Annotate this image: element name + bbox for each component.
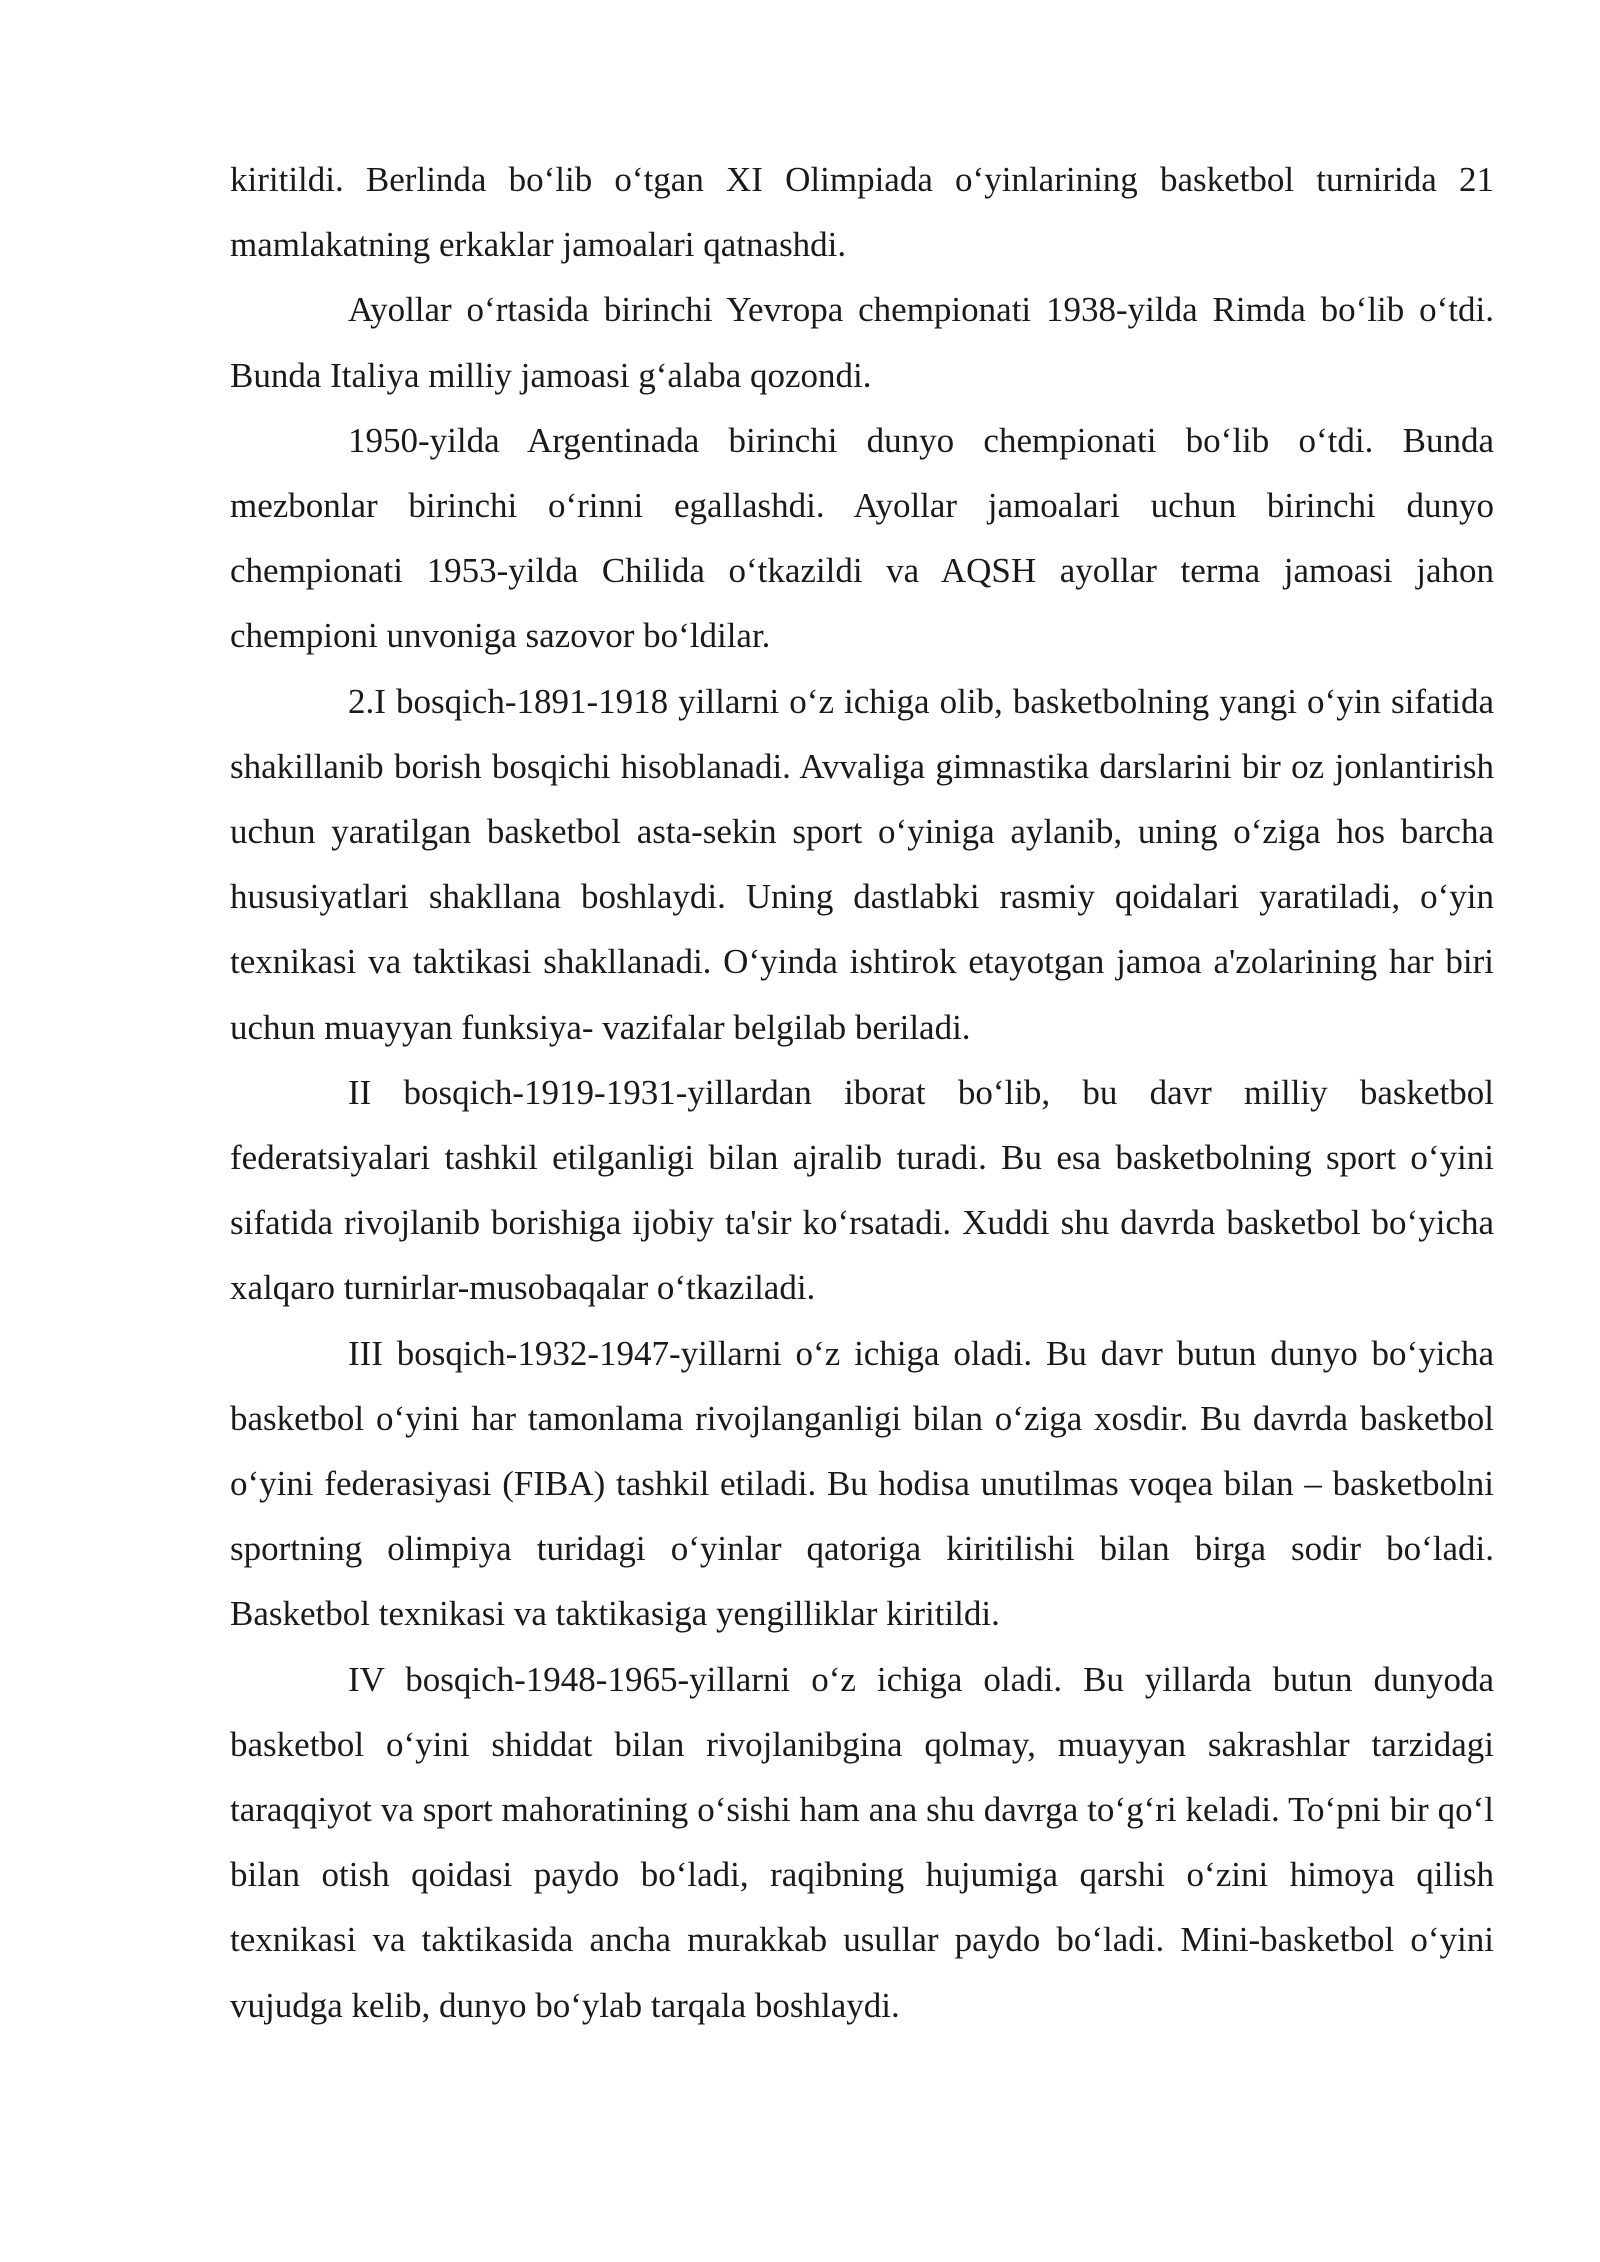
paragraph-olympiad-continuation: kiritildi. Berlinda boʻlib oʻtgan XI Olimpiada oʻyinlarining basketbol turnirida 21 mamlakatning erkaklar jamoalari qatnashdi. bbox=[230, 160, 1494, 265]
paragraph-stage-two: II bosqich-1919-1931-yillardan iborat boʻlib, bu davr milliy basketbol federatsiyalari tashkil etilganligi bilan ajralib turadi. Bu esa basketbolning sport oʻyini sifatida rivojlanib borishiga ijobiy ta'sir koʻrsatadi. Xuddi shu davrda basketbol boʻyicha xalqaro turnirlar-musobaqalar oʻtkaziladi. bbox=[230, 1072, 1494, 1308]
paragraph-stage-four: IV bosqich-1948-1965-yillarni oʻz ichiga oladi. Bu yillarda butun dunyoda basketbol oʻyini shiddat bilan rivojlanibgina qolmay, muayyan sakrashlar tarzidagi taraqqiyot va sport mahoratining oʻsishi ham ana shu davrga toʻgʻri keladi. Toʻpni bir qoʻl bilan otish qoidasi paydo boʻladi, raqibning hujumiga qarshi oʻzini himoya qilish texnikasi va taktikasida ancha murakkab usullar paydo boʻladi. Mini-basketbol oʻyini vujudga kelib, dunyo boʻylab tarqala boshlaydi. bbox=[230, 1659, 1494, 2025]
paragraph-women-european-championship: Ayollar oʻrtasida birinchi Yevropa chempionati 1938-yilda Rimda boʻlib oʻtdi. Bunda Italiya milliy jamoasi gʻalaba qozondi. bbox=[230, 290, 1494, 395]
paragraph-stage-three: III bosqich-1932-1947-yillarni oʻz ichiga oladi. Bu davr butun dunyo boʻyicha basketbol oʻyini har tamonlama rivojlanganligi bilan oʻziga xosdir. Bu davrda basketbol oʻyini federasiyasi (FIBA) tashkil etiladi. Bu hodisa unutilmas voqea bilan – basketbolni sportning olimpiya turidagi oʻyinlar qatoriga kiritilishi bilan birga sodir boʻladi. Basketbol texnikasi va taktikasiga yengilliklar kiritildi. bbox=[230, 1333, 1494, 1634]
document-body bbox=[230, 147, 1494, 2038]
paragraph-world-championship: 1950-yilda Argentinada birinchi dunyo chempionati boʻlib oʻtdi. Bunda mezbonlar birinchi oʻrinni egallashdi. Ayollar jamoalari uchun birinchi dunyo chempionati 1953-yilda Chilida oʻtkazildi va AQSH ayollar terma jamoasi jahon chempioni unvoniga sazovor boʻldilar. bbox=[230, 420, 1494, 656]
paragraph-stage-one: 2.I bosqich-1891-1918 yillarni oʻz ichiga olib, basketbolning yangi oʻyin sifatida shakillanib borish bosqichi hisoblanadi. Avvaliga gimnastika darslarini bir oz jonlantirish uchun yaratilgan basketbol asta-sekin sport oʻyiniga aylanib, uning oʻziga hos barcha hususiyatlari shakllana boshlaydi. Uning dastlabki rasmiy qoidalari yaratiladi, oʻyin texnikasi va taktikasi shakllanadi. Oʻyinda ishtirok etayotgan jamoa a'zolarining har biri uchun muayyan funksiya- vazifalar belgilab beriladi. bbox=[230, 681, 1494, 1047]
